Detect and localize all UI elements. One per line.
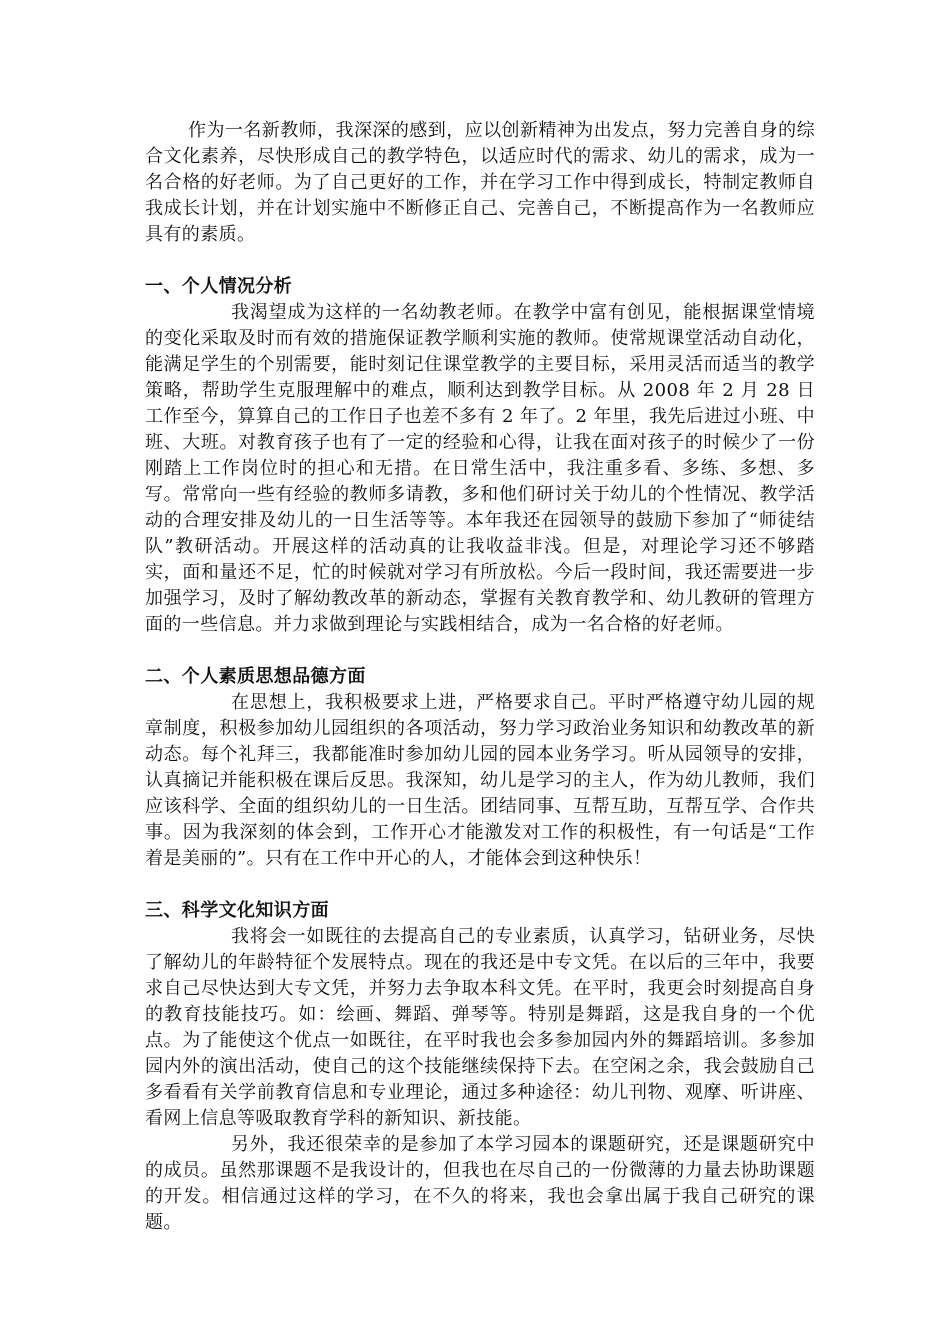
document-page [145,118,815,1236]
section-1-paragraph-1: 我渴望成为这样的一名幼教老师。在教学中富有创见，能根据课堂情境的变化采取及时而有效的措施保证教学顺利实施的教师。使常规课堂活动自动化，能满足学生的个别需要，能时刻记住课堂教学的主要目标，采用灵活而适当的教学策略，帮助学生克服理解中的难点，顺利达到教学目标。从 2008 年 2 月 28 日工作至今，算算自己的工作日子也差不多有 2 年了。2 年里，我先后进过小班、中班、大班。对教育孩子也有了一定的经验和心得，让我在面对孩子的时候少了一份刚踏上工作岗位时的担心和无措。在日常生活中，我注重多看、多练、多想、多写。常常向一些有经验的教师多请教，多和他们研讨关于幼儿的个性情况、教学活动的合理安排及幼儿的一日生活等等。本年我还在园领导的鼓励下参加了“师徒结队”教研活动。开展这样的活动真的让我收益非浅。但是，对理论学习还不够踏实，面和量还不足，忙的时候就对学习有所放松。今后一段时间，我还需要进一步加强学习，及时了解幼教改革的新动态，掌握有关教育教学和、幼儿教研的管理方面的一些信息。并力求做到理论与实践相结合，成为一名合格的好老师。 [145,302,815,635]
section-2-paragraph-1: 在思想上，我积极要求上进，严格要求自己。平时严格遵守幼儿园的规章制度，积极参加幼儿园组织的各项活动，努力学习政治业务知识和幼教改革的新动态。每个礼拜三，我都能准时参加幼儿园的园本业务学习。听从园领导的安排，认真摘记并能积极在课后反思。我深知，幼儿是学习的主人，作为幼儿教师，我们应该科学、全面的组织幼儿的一日生活。团结同事、互帮互助，互帮互学、合作共事。因为我深刻的体会到，工作开心才能激发对工作的积极性，有一句话是“工作着是美丽的”。只有在工作中开心的人，才能体会到这种快乐！ [145,692,815,869]
section-heading-3: 三、科学文化知识方面 [145,900,329,921]
section-3-paragraph-2: 另外，我还很荣幸的是参加了本学习园本的课题研究，还是课题研究中的成员。虽然那课题不是我设计的，但我也在尽自己的一份微薄的力量去协助课题的开发。相信通过这样的学习，在不久的将来，我也会拿出属于我自己研究的课题。 [145,1134,815,1233]
intro-paragraph: 作为一名新教师，我深深的感到，应以创新精神为出发点，努力完善自身的综合文化素养，尽快形成自己的教学特色，以适应时代的需求、幼儿的需求，成为一名合格的好老师。为了自己更好的工作，并在学习工作中得到成长，特制定教师自我成长计划，并在计划实施中不断修正自己、完善自己，不断提高作为一名教师应具有的素质。 [145,120,815,245]
section-3-paragraph-1: 我将会一如既往的去提高自己的专业素质，认真学习，钻研业务，尽快了解幼儿的年龄特征个发展特点。现在的我还是中专文凭。在以后的三年中，我要求自己尽快达到大专文凭，并努力去争取本科文凭。在平时，我更会时刻提高自身的教育技能技巧。如：绘画、舞蹈、弹琴等。特别是舞蹈，这是我自身的一个优点。为了能使这个优点一如既往，在平时我也会多参加园内外的舞蹈培训。多参加园内外的演出活动，使自己的这个技能继续保持下去。在空闲之余，我会鼓励自己多看看有关学前教育信息和专业理论，通过多种途径：幼儿刊物、观摩、听讲座、看网上信息等吸取教育学科的新知识、新技能。 [145,926,815,1129]
section-heading-1: 一、个人情况分析 [145,276,293,297]
section-heading-2: 二、个人素质思想品德方面 [145,666,366,687]
